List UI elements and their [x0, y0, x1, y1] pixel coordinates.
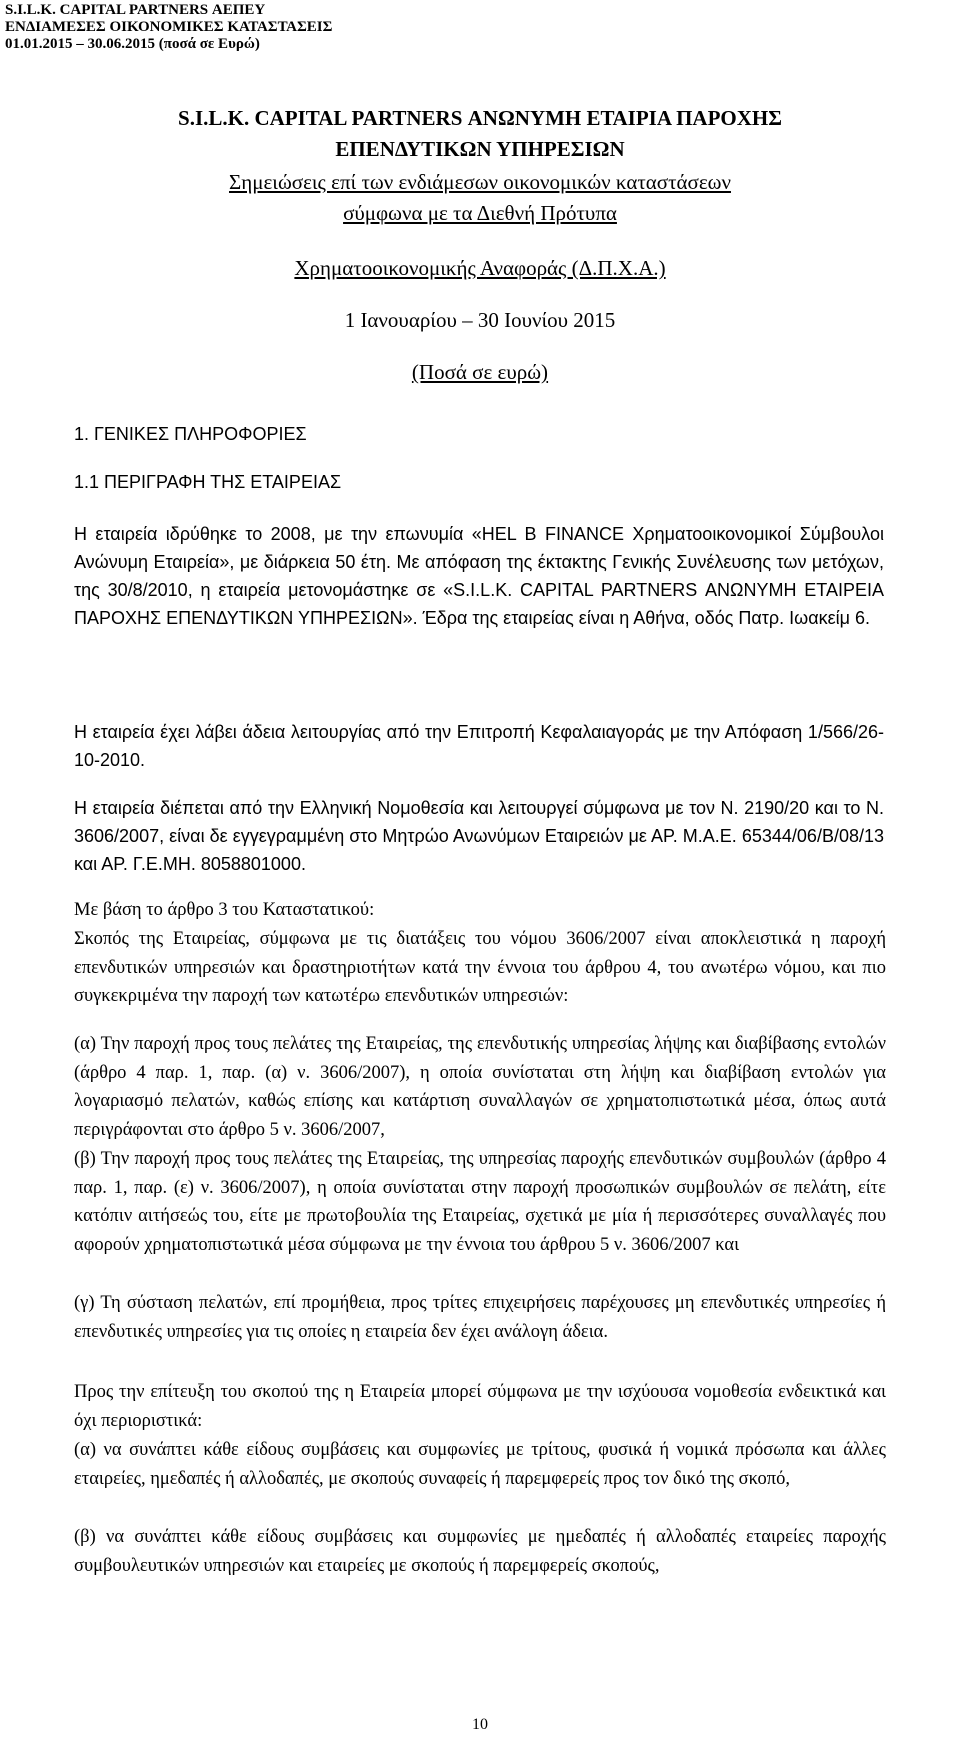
paragraph-text: (α) να συνάπτει κάθε είδους συμβάσεις και συμφωνίες με τρίτους, φυσικά ή νομικά πρόσωπα και άλλες εταιρείες, ημεδαπές ή αλλοδαπές, με σκοπούς συναφείς ή παρεμφερείς προς τον δικό της σκοπό,	[74, 1440, 886, 1489]
list-item-means-b	[74, 1523, 886, 1580]
title-line-standards: σύμφωνα με τα Διεθνή Πρότυπα	[343, 201, 617, 225]
list-item-purpose-c	[74, 1289, 886, 1346]
paragraph-text: (β) Την παροχή προς τους πελάτες της Εταιρείας, της υπηρεσίας παροχής επενδυτικών συμβουλών (άρθρο 4 παρ. 1, παρ. (ε) ν. 3606/2007), η οποία συνίσταται στην παροχή προσωπικών συμβουλών σε πελάτη, είτε κατόπιν αιτήσεώς του, είτε με πρωτοβουλία της Εταιρείας, σχετικά με μία ή περισσότερες συναλλαγές που αφορούν χρηματοπιστωτικά μέσα σύμφωνα με την έννοια του άρθρου 5 ν. 3606/2007 και	[74, 1149, 886, 1255]
header-report-type: ΕΝΔΙΑΜΕΣΕΣ ΟΙΚΟΝΟΜΙΚΕΣ ΚΑΤΑΣΤΑΣΕΙΣ	[5, 19, 333, 35]
paragraph-text: Η εταιρεία ιδρύθηκε το 2008, με την επωνυμία «HEL B FINANCE Χρηματοοικονομικοί Σύμβουλοι Ανώνυμη Εταιρεία», με διάρκεια 50 έτη. Με απόφαση της έκτακτης Γενικής Συνέλευσης των μετόχων, της 30/8/2010, η εταιρεία μετονομάστηκε σε «S.I.L.K. CAPITAL PARTNERS ΑΝΩΝΥΜΗ ΕΤΑΙΡΕΙΑ ΠΑΡΟΧΗΣ ΕΠΕΝΔΥΤΙΚΩΝ ΥΠΗΡΕΣΙΩΝ». Έδρα της εταιρείας είναι η Αθήνα, οδός Πατρ. Ιωακείμ 6.	[74, 524, 884, 628]
title-line-ifrs: Χρηματοοικονομικής Αναφοράς (Δ.Π.Χ.Α.)	[294, 256, 666, 280]
title-line-period: 1 Ιανουαρίου – 30 Ιουνίου 2015	[344, 308, 616, 332]
header-company: S.I.L.K. CAPITAL PARTNERS ΑΕΠΕΥ	[5, 2, 266, 18]
paragraph-company-founding	[74, 520, 884, 632]
section-heading-description: 1.1 ΠΕΡΙΓΡΑΦΗ ΤΗΣ ΕΤΑΙΡΕΙΑΣ	[74, 472, 342, 492]
title-line-notes: Σημειώσεις επί των ενδιάμεσων οικονομικών καταστάσεων	[229, 170, 731, 194]
title-line-currency: (Ποσά σε ευρώ)	[411, 360, 549, 384]
paragraph-text: (γ) Τη σύσταση πελατών, επί προμήθεια, προς τρίτες επιχειρήσεις παρέχουσες μη επενδυτικές υπηρεσίες ή επενδυτικές υπηρεσίες για τις οποίες η εταιρεία δεν έχει ανάλογη άδεια.	[74, 1293, 886, 1342]
paragraph-text: Προς την επίτευξη του σκοπού της η Εταιρεία μπορεί σύμφωνα με την ισχύουσα νομοθεσία ενδεικτικά και όχι περιοριστικά:	[74, 1382, 886, 1431]
title-line-company: S.I.L.K. CAPITAL PARTNERS ΑΝΩΝΥΜΗ ΕΤΑΙΡΙΑ ΠΑΡΟΧΗΣ	[178, 106, 782, 130]
list-item-means-a	[74, 1436, 886, 1493]
paragraph-text: Σκοπός της Εταιρείας, σύμφωνα με τις διατάξεις του νόμου 3606/2007 είναι αποκλειστικά η παροχή επενδυτικών υπηρεσιών και δραστηριοτήτων κατά την έννοια του άρθρου 4, του ανωτέρω νόμου, και πιο συγκεκριμένα την παροχή των κατωτέρω επενδυτικών υπηρεσιών:	[74, 929, 886, 1006]
header-period: 01.01.2015 – 30.06.2015 (ποσά σε Ευρώ)	[5, 36, 260, 52]
paragraph-text: Με βάση το άρθρο 3 του Καταστατικού:	[74, 900, 375, 920]
paragraph-license	[74, 718, 884, 774]
list-item-purpose-b	[74, 1145, 886, 1259]
paragraph-text: Η εταιρεία έχει λάβει άδεια λειτουργίας από την Επιτροπή Κεφαλαιαγοράς με την Απόφαση 1/566/26-10-2010.	[74, 722, 884, 770]
paragraph-means	[74, 1378, 886, 1435]
section-heading-general: 1. ΓΕΝΙΚΕΣ ΠΛΗΡΟΦΟΡΙΕΣ	[74, 424, 307, 444]
page-number: 10	[472, 1716, 488, 1733]
paragraph-text: (α) Την παροχή προς τους πελάτες της Εταιρείας, της επενδυτικής υπηρεσίας λήψης και διαβίβασης εντολών (άρθρο 4 παρ. 1, παρ. (α) ν. 3606/2007), η οποία συνίσταται στη λήψη και διαβίβαση εντολών για λογαριασμό πελατών, καθώς επίσης και κατάρτιση συναλλαγών σε χρηματοπιστωτικά μέσα, όπως αυτά περιγράφονται στο άρθρο 5 ν. 3606/2007,	[74, 1034, 886, 1140]
paragraph-articles-intro	[74, 896, 886, 925]
title-line-services: ΕΠΕΝΔΥΤΙΚΩΝ ΥΠΗΡΕΣΙΩΝ	[335, 137, 625, 161]
list-item-purpose-a	[74, 1030, 886, 1144]
paragraph-legislation	[74, 794, 884, 878]
paragraph-purpose	[74, 925, 886, 1011]
running-header	[5, 2, 332, 53]
paragraph-text: (β) να συνάπτει κάθε είδους συμβάσεις και συμφωνίες με ημεδαπές ή αλλοδαπές εταιρείες παροχής συμβουλευτικών υπηρεσιών και εταιρείες με σκοπούς ή παρεμφερείς σκοπούς,	[74, 1527, 886, 1576]
paragraph-text: Η εταιρεία διέπεται από την Ελληνική Νομοθεσία και λειτουργεί σύμφωνα με τον Ν. 2190/20 και το Ν. 3606/2007, είναι δε εγγεγραμμένη στο Μητρώο Ανωνύμων Εταιρειών με ΑΡ. Μ.Α.Ε. 65344/06/Β/08/13 και ΑΡ. Γ.Ε.ΜΗ. 8058801000.	[74, 798, 884, 874]
